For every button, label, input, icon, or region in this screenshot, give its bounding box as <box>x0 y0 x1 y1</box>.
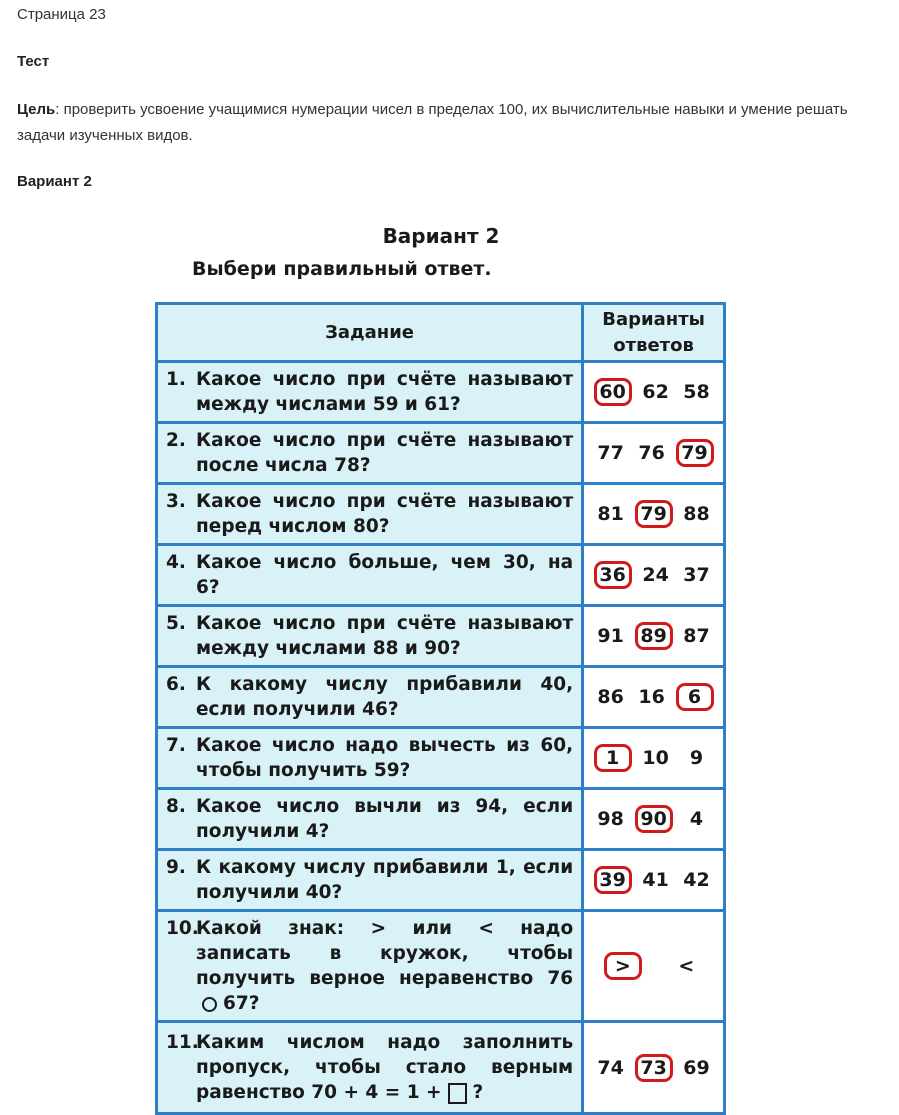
task-number: 6. <box>166 674 186 695</box>
test-heading: Тест <box>17 53 50 70</box>
blank-box-icon <box>448 1083 467 1104</box>
selected-answer: 60 <box>594 378 632 406</box>
task-cell <box>157 850 583 911</box>
task-text-part: ? <box>472 1082 484 1103</box>
answers-cell <box>583 606 725 667</box>
answer-option: 37 <box>683 564 710 586</box>
selected-answer: 36 <box>594 561 632 589</box>
table-row <box>157 789 725 850</box>
task-cell <box>157 667 583 728</box>
answer-option: 58 <box>683 381 710 403</box>
task-text-part: 67? <box>223 993 260 1014</box>
table-row <box>157 1022 725 1114</box>
answer-option: 76 <box>638 442 665 464</box>
answer-option: 62 <box>642 381 669 403</box>
table-row <box>157 423 725 484</box>
task-text: Какое число при счёте называют между числами 59 и 61? <box>196 369 574 415</box>
scan-subtitle: Выбери правильный ответ. <box>192 258 492 280</box>
answer-option: < <box>678 955 695 977</box>
selected-answer: 79 <box>676 439 714 467</box>
table-row <box>157 545 725 606</box>
answers-cell <box>583 1022 725 1114</box>
task-text: К какому числу прибавили 40, если получили 46? <box>196 674 574 720</box>
goal-text: : проверить усвоение учащимися нумерации чисел в пределах 100, их вычислительные навыки и умение решать задачи изученных видов. <box>17 101 848 144</box>
table-row <box>157 362 725 423</box>
selected-answer: 1 <box>594 744 632 772</box>
answer-option: 77 <box>597 442 624 464</box>
answer-option: 81 <box>597 503 624 525</box>
selected-answer: 79 <box>635 500 673 528</box>
task-number: 10. <box>166 918 199 939</box>
answer-option: 87 <box>683 625 710 647</box>
selected-answer: > <box>604 952 642 980</box>
task-cell <box>157 1022 583 1114</box>
task-cell <box>157 484 583 545</box>
table-row <box>157 728 725 789</box>
answers-cell <box>583 911 725 1022</box>
task-text <box>196 916 573 1016</box>
answer-option: 69 <box>683 1056 710 1079</box>
table-row <box>157 667 725 728</box>
blank-circle-icon <box>202 997 217 1012</box>
task-number: 11. <box>166 1032 199 1053</box>
task-text-part: Каким числом надо заполнить пропуск, чтобы стало верным равенство 70 + 4 = 1 + <box>196 1032 574 1103</box>
answers-cell <box>583 484 725 545</box>
task-text-part: Какой знак: > или < надо записать в кружок, чтобы получить верное неравенство 76 <box>196 918 574 989</box>
answer-option: 42 <box>683 869 710 891</box>
task-number: 2. <box>166 430 186 451</box>
col-answers-header: Варианты ответов <box>583 304 725 362</box>
goal-label: Цель <box>17 101 56 118</box>
answers-cell <box>583 850 725 911</box>
answer-option: 88 <box>683 503 710 525</box>
answer-option: 16 <box>638 686 665 708</box>
selected-answer: 73 <box>635 1054 673 1082</box>
answer-option: 4 <box>689 808 704 830</box>
selected-answer: 90 <box>635 805 673 833</box>
task-cell <box>157 728 583 789</box>
answer-option: 9 <box>689 747 704 769</box>
answers-cell <box>583 423 725 484</box>
task-text: К какому числу прибавили 1, если получили 40? <box>196 857 574 903</box>
answer-option: 74 <box>597 1056 624 1079</box>
answers-cell <box>583 545 725 606</box>
table-row <box>157 484 725 545</box>
task-number: 4. <box>166 552 186 573</box>
task-cell <box>157 911 583 1022</box>
task-text: Какое число при счёте называют между числами 88 и 90? <box>196 613 574 659</box>
task-cell <box>157 545 583 606</box>
page-label: Страница 23 <box>17 6 106 23</box>
task-text: Какое число надо вычесть из 60, чтобы получить 59? <box>196 735 574 781</box>
task-number: 3. <box>166 491 186 512</box>
answer-option: 24 <box>642 564 669 586</box>
goal-paragraph <box>17 97 877 149</box>
col-task-header: Задание <box>157 304 583 362</box>
task-number: 5. <box>166 613 186 634</box>
answers-cell <box>583 789 725 850</box>
answer-option: 41 <box>642 869 669 891</box>
task-number: 1. <box>166 369 186 390</box>
answers-cell <box>583 362 725 423</box>
task-text: Какое число при счёте называют после числа 78? <box>196 430 574 476</box>
task-cell <box>157 362 583 423</box>
scan-title: Вариант 2 <box>382 224 500 248</box>
selected-answer: 6 <box>676 683 714 711</box>
answer-option: 91 <box>597 625 624 647</box>
task-cell <box>157 606 583 667</box>
task-text: Какое число больше, чем 30, на 6? <box>196 552 574 598</box>
selected-answer: 89 <box>635 622 673 650</box>
test-table <box>155 302 726 1115</box>
table-row <box>157 850 725 911</box>
task-number: 7. <box>166 735 186 756</box>
task-text: Какое число вычли из 94, если получили 4? <box>196 796 574 842</box>
answer-option: 10 <box>642 747 669 769</box>
variant-label: Вариант 2 <box>17 173 92 190</box>
table-header-row <box>157 304 725 362</box>
answer-option: 86 <box>597 686 624 708</box>
selected-answer: 39 <box>594 866 632 894</box>
task-number: 8. <box>166 796 186 817</box>
task-number: 9. <box>166 857 186 878</box>
table-row <box>157 606 725 667</box>
table-row <box>157 911 725 1022</box>
answers-cell <box>583 667 725 728</box>
answers-cell <box>583 728 725 789</box>
task-cell <box>157 423 583 484</box>
task-cell <box>157 789 583 850</box>
answer-option: 98 <box>597 808 624 830</box>
task-text <box>196 1030 573 1105</box>
task-text: Какое число при счёте называют перед числом 80? <box>196 491 574 537</box>
